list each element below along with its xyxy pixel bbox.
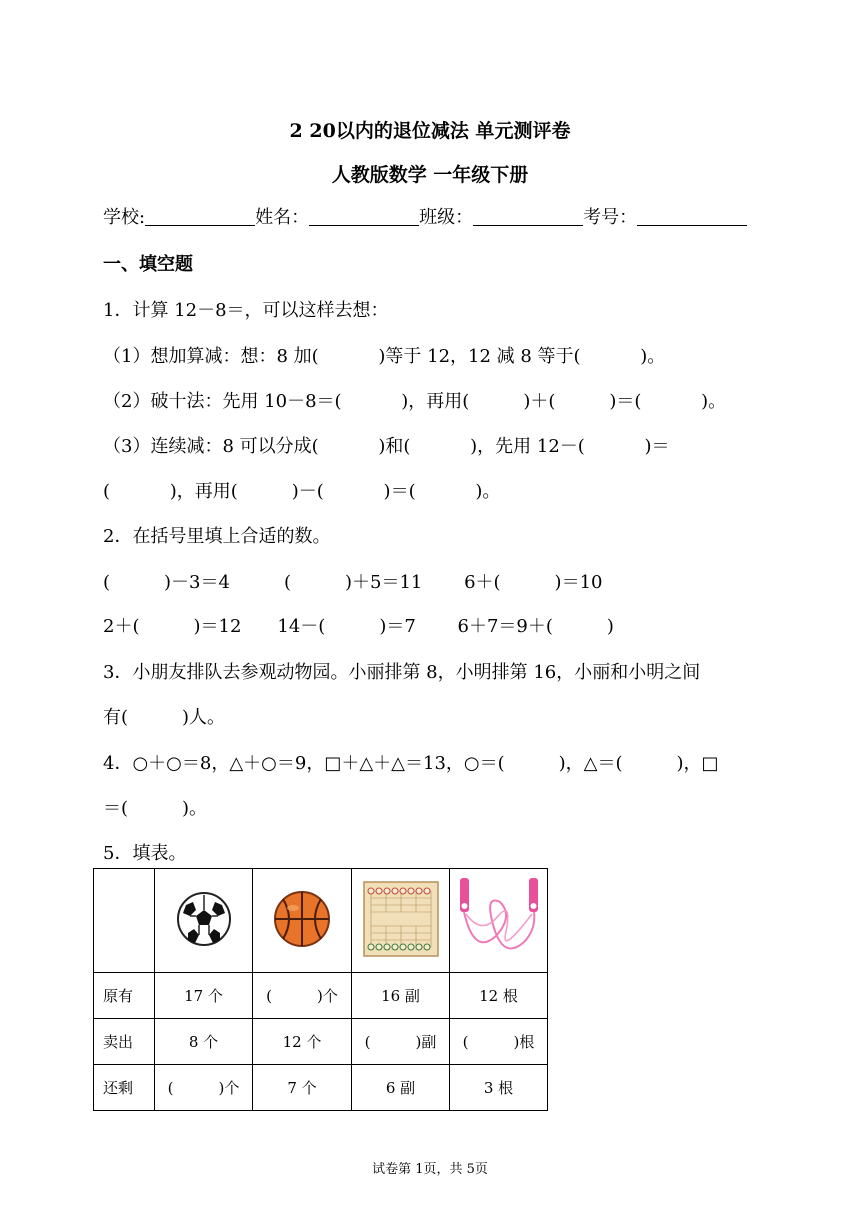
section-heading: 一、填空题 <box>103 254 193 275</box>
table-cell: 8 个 <box>155 1019 253 1065</box>
table-cell[interactable]: ( )副 <box>352 1019 450 1065</box>
table-item-cell <box>352 869 450 973</box>
table-row-remaining <box>94 1065 548 1111</box>
basketball-icon <box>273 890 331 948</box>
question-1-part-3: （3）连续减：8 可以分成( )和( )，先用 12－( )＝ <box>103 436 670 457</box>
page-footer: 试卷第 1页，共 5页 <box>372 1162 488 1177</box>
table-cell[interactable]: ( )个 <box>253 973 352 1019</box>
row-label: 卖出 <box>94 1019 155 1065</box>
question-4: 4．○＋○＝8，△＋○＝9，□＋△＋△＝13，○＝( )，△＝( )，□ <box>103 753 719 774</box>
school-label: 学校: <box>103 207 146 228</box>
table-cell[interactable]: ( )根 <box>450 1019 548 1065</box>
table-cell: 12 个 <box>253 1019 352 1065</box>
question-2-row-2: 2＋( )＝12 14－( )＝7 6＋7＝9＋( ) <box>103 616 614 637</box>
row-label: 还剩 <box>94 1065 155 1111</box>
row-label: 原有 <box>94 973 155 1019</box>
question-5: 5．填表。 <box>103 843 187 864</box>
chinese-chess-icon <box>363 881 439 957</box>
soccer-ball-icon <box>176 891 232 947</box>
class-blank[interactable] <box>473 207 583 226</box>
table-cell: 7 个 <box>253 1065 352 1111</box>
question-2-row-1: ( )－3＝4 ( )＋5＝11 6＋( )＝10 <box>103 572 603 593</box>
table-item-cell <box>155 869 253 973</box>
number-blank[interactable] <box>637 207 747 226</box>
student-info-line <box>103 203 747 229</box>
question-3-cont: 有( )人。 <box>103 707 226 728</box>
question-3: 3．小朋友排队去参观动物园。小丽排第 8，小明排第 16，小丽和小明之间 <box>103 662 701 683</box>
question-4-cont: ＝( )。 <box>103 798 208 819</box>
name-label: 姓名： <box>255 207 310 228</box>
exam-subtitle: 人教版数学 一年级下册 <box>331 164 529 186</box>
table-cell[interactable]: ( )个 <box>155 1065 253 1111</box>
class-label: 班级： <box>419 207 474 228</box>
name-blank[interactable] <box>309 207 419 226</box>
number-label: 考号： <box>583 207 638 228</box>
fill-table <box>93 868 548 1111</box>
table-item-cell <box>450 869 548 973</box>
table-cell: 16 副 <box>352 973 450 1019</box>
table-image-row <box>94 869 548 973</box>
question-1: 1．计算 12－8＝，可以这样去想： <box>103 300 389 321</box>
question-1-part-1: （1）想加算减：想：8 加( )等于 12，12 减 8 等于( )。 <box>103 346 666 367</box>
table-cell: 6 副 <box>352 1065 450 1111</box>
table-row-original <box>94 973 548 1019</box>
exam-title: 2 20以内的退位减法 单元测评卷 <box>289 120 571 142</box>
school-blank[interactable] <box>145 207 255 226</box>
question-1-part-2: （2）破十法：先用 10－8＝( )，再用( )＋( )＝( )。 <box>103 391 727 412</box>
jump-rope-icon <box>454 876 544 962</box>
table-cell: 12 根 <box>450 973 548 1019</box>
question-1-part-3-cont: ( )，再用( )－( )＝( )。 <box>103 481 501 502</box>
table-item-cell <box>253 869 352 973</box>
table-cell: 17 个 <box>155 973 253 1019</box>
question-2: 2．在括号里填上合适的数。 <box>103 526 331 547</box>
table-cell: 3 根 <box>450 1065 548 1111</box>
table-corner-cell <box>94 869 155 973</box>
table-row-sold <box>94 1019 548 1065</box>
